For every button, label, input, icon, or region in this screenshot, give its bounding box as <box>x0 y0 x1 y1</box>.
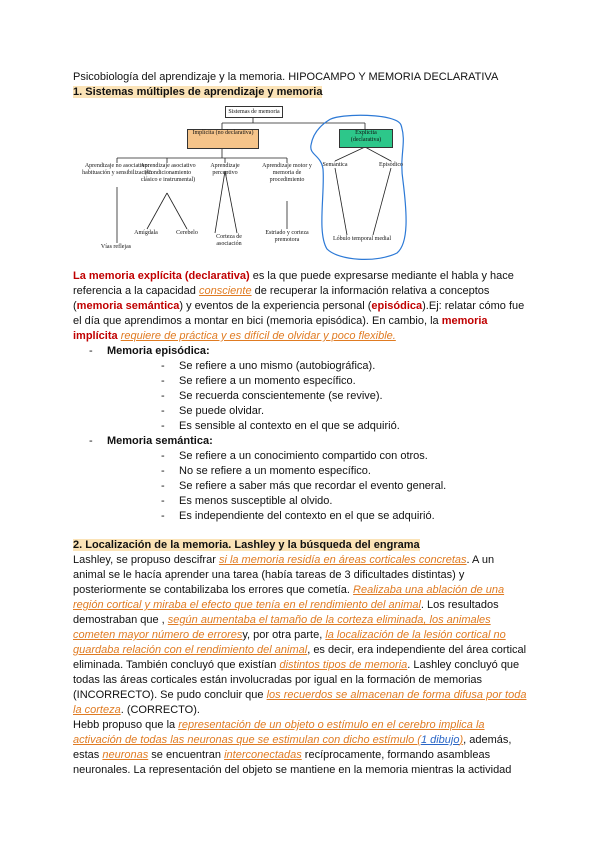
node-associative: Aprendizaje asociativo (Condicionamiento clásico e instrumental) <box>140 163 196 183</box>
node-perceptual: Aprendizaje perceptivo <box>210 163 240 176</box>
semantic-title: Memoria semántica: <box>107 435 213 447</box>
list-item: - Se puede olvidar. <box>107 404 528 419</box>
episodic-title: Memoria episódica: <box>107 345 210 357</box>
node-root: Sistemas de memoria <box>225 106 283 118</box>
lashley-paragraph: Lashley, se propuso descifrar si la memoria residía en áreas corticales concretas. A un animal se le hacía aprender una tarea (había tareas de 3 dificultades distintas) y posteriormente se contabilizaba los errores que cometía. Realizaba una ablación de una región cortical y miraba el efecto que tenía en el rendimiento del animal. Los resultados demostraban que , según aumentaba el tamaño de la corteza eliminada, los animales cometen mayor número de erroresy, por otra parte, la localización de la lesión cortical no guardaba relación con el rendimiento del animal, es decir, era independiente del área cortical eliminada. También concluyó que existían distintos tipos de memoria. Lashley concluyó que todas las áreas corticales están involucradas por igual en la formación de memorias (INCORRECTO). Se pudo concluir que los recuerdos se almacenan de forma difusa por toda la corteza. (CORRECTO). <box>73 554 527 716</box>
node-amygdala: Amígdala <box>134 230 158 236</box>
list-item <box>73 434 528 524</box>
list-item: - Se refiere a un momento específico. <box>107 374 528 389</box>
semantic-sublist <box>107 449 528 524</box>
list-item <box>73 344 528 434</box>
list-item: - Se refiere a uno mismo (autobiográfica). <box>107 359 528 374</box>
list-item: - Es independiente del contexto en el que se adquirió. <box>107 509 528 524</box>
list-item: - Es menos susceptible al olvido. <box>107 494 528 509</box>
explicit-memory-paragraph: La memoria explícita (declarativa) es la que puede expresarse mediante el habla y hace referencia a la capacidad consciente de recuperar la información relativa a conceptos (memoria semántica) y eventos de la experiencia personal (episódica).Ej: relatar cómo fue el día que aprendimos a montar en bici (memoria episódica). En cambio, la memoria implícita requiere de práctica y es difícil de olvidar y poco flexible. <box>73 270 525 342</box>
list-item: - Se refiere a saber más que recordar el evento general. <box>107 479 528 494</box>
node-association-cortex: Corteza de asociación <box>216 234 242 247</box>
node-striatum: Estriado y corteza premotora <box>265 230 309 243</box>
document-page <box>73 70 528 778</box>
node-episodic: Episódico <box>379 162 403 168</box>
section1-heading: 1. Sistemas múltiples de aprendizaje y memoria <box>73 86 323 98</box>
episodic-sublist <box>107 359 528 434</box>
node-motor: Aprendizaje motor y memoria de procedimiento <box>262 163 312 183</box>
memory-systems-diagram <box>77 103 407 263</box>
node-semantic: Semántica <box>322 162 348 168</box>
list-item: - Es sensible al contexto en el que se adquirió. <box>107 419 528 434</box>
node-explicit: Explícita (declarativa) <box>339 129 393 148</box>
document-title: Psicobiología del aprendizaje y la memoria. HIPOCAMPO Y MEMORIA DECLARATIVA <box>73 71 499 83</box>
node-non-associative: Aprendizaje no asociativo: habituación y sensibilización <box>82 163 152 176</box>
list-item: - Se recuerda conscientemente (se revive). <box>107 389 528 404</box>
section2-heading: 2. Localización de la memoria. Lashley y la búsqueda del engrama <box>73 539 420 551</box>
list-item: - No se refiere a un momento específico. <box>107 464 528 479</box>
node-temporal-lobe: Lóbulo temporal medial <box>333 236 391 242</box>
node-implicit: Implícita (no declarativa) <box>187 129 259 149</box>
node-cerebellum: Cerebelo <box>176 230 198 236</box>
memory-types-list <box>73 344 528 524</box>
hebb-paragraph: Hebb propuso que la representación de un objeto o estímulo en el cerebro implica la activación de todas las neuronas que se estimulan con dicho estímulo (1 dibujo), además, estas neuronas se encuentran interconectadas recíprocamente, formando asambleas neuronales. La representación del objeto se mantiene en la memoria mientras la actividad <box>73 719 512 776</box>
node-reflex: Vías reflejas <box>100 244 132 250</box>
list-item: - Se refiere a un conocimiento compartido con otros. <box>107 449 528 464</box>
